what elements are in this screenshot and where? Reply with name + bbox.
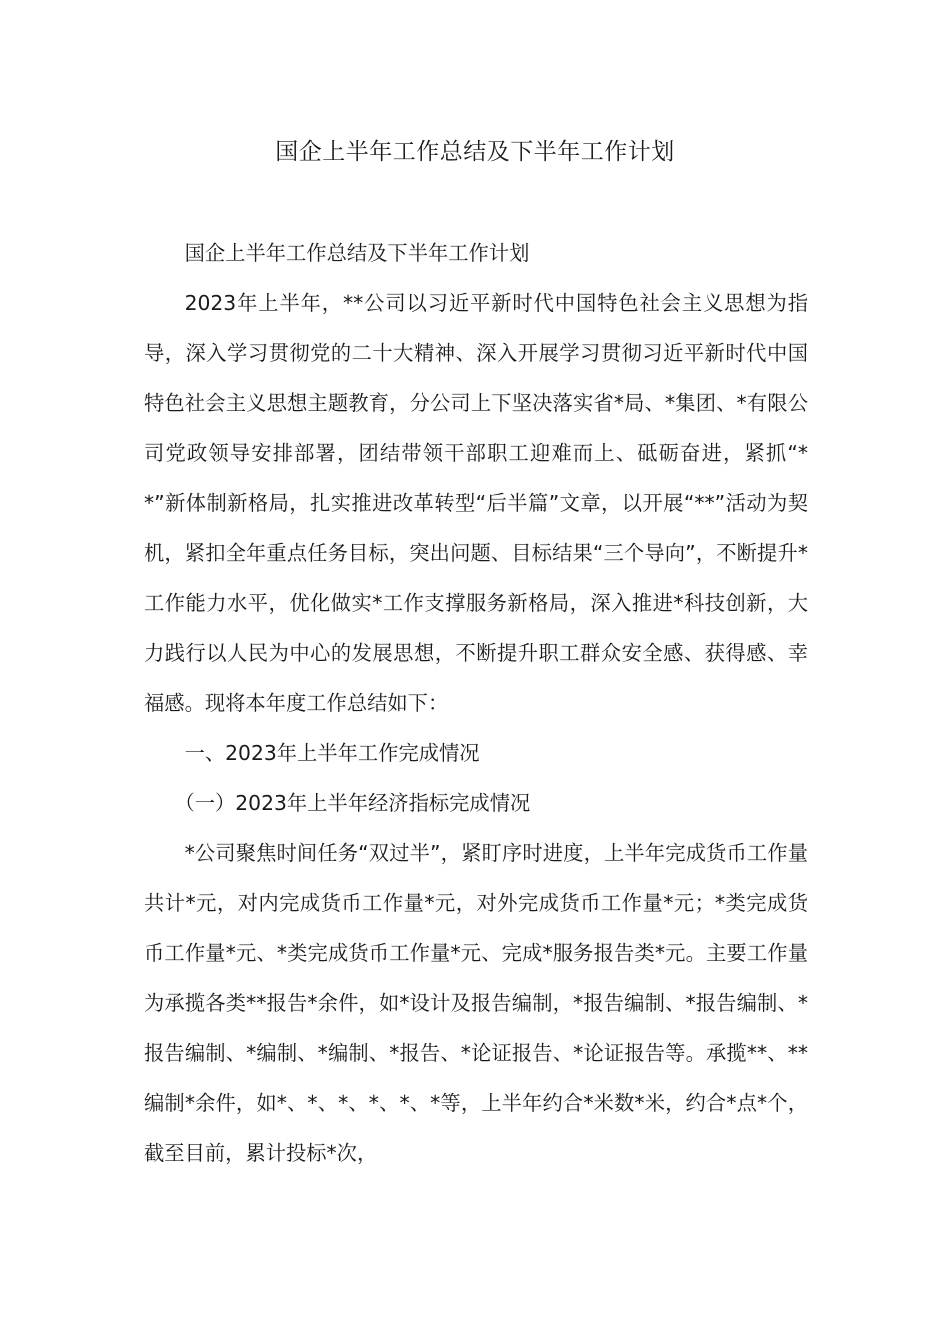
- body-paragraph-heading: 国企上半年工作总结及下半年工作计划: [184, 241, 530, 265]
- section-heading: 一、2023年上半年工作完成情况: [184, 741, 480, 765]
- document-title: 国企上半年工作总结及下半年工作计划: [275, 139, 675, 165]
- subsection-heading: （一）2023年上半年经济指标完成情况: [174, 791, 531, 815]
- document-body: [144, 228, 808, 1178]
- body-paragraph-intro: 2023年上半年，**公司以习近平新时代中国特色社会主义思想为指导，深入学习贯彻党的二十大精神、深入开展学习贯彻习近平新时代中国特色社会主义思想主题教育，分公司上下坚决落实省*局、*集团、*有限公司党政领导安排部署，团结带领干部职工迎难而上、砥砺奋进，紧抓“**”新体制新格局，扎实推进改革转型“后半篇”文章，以开展“**”活动为契机，紧扣全年重点任务目标，突出问题、目标结果“三个导向”，不断提升*工作能力水平，优化做实*工作支撑服务新格局，深入推进*科技创新，大力践行以人民为中心的发展思想，不断提升职工群众安全感、获得感、幸福感。现将本年度工作总结如下：: [144, 291, 808, 715]
- body-paragraph-economic: *公司聚焦时间任务“双过半”，紧盯序时进度，上半年完成货币工作量共计*元，对内完成货币工作量*元，对外完成货币工作量*元；*类完成货币工作量*元、*类完成货币工作量*元、完成*服务报告类*元。主要工作量为承揽各类**报告*余件，如*设计及报告编制，*报告编制、*报告编制、*报告编制、*编制、*编制、*报告、*论证报告、*论证报告等。承揽**、**编制*余件，如*、*、*、*、*、*等，上半年约合*米数*米，约合*点*个，截至目前，累计投标*次，: [144, 841, 808, 1165]
